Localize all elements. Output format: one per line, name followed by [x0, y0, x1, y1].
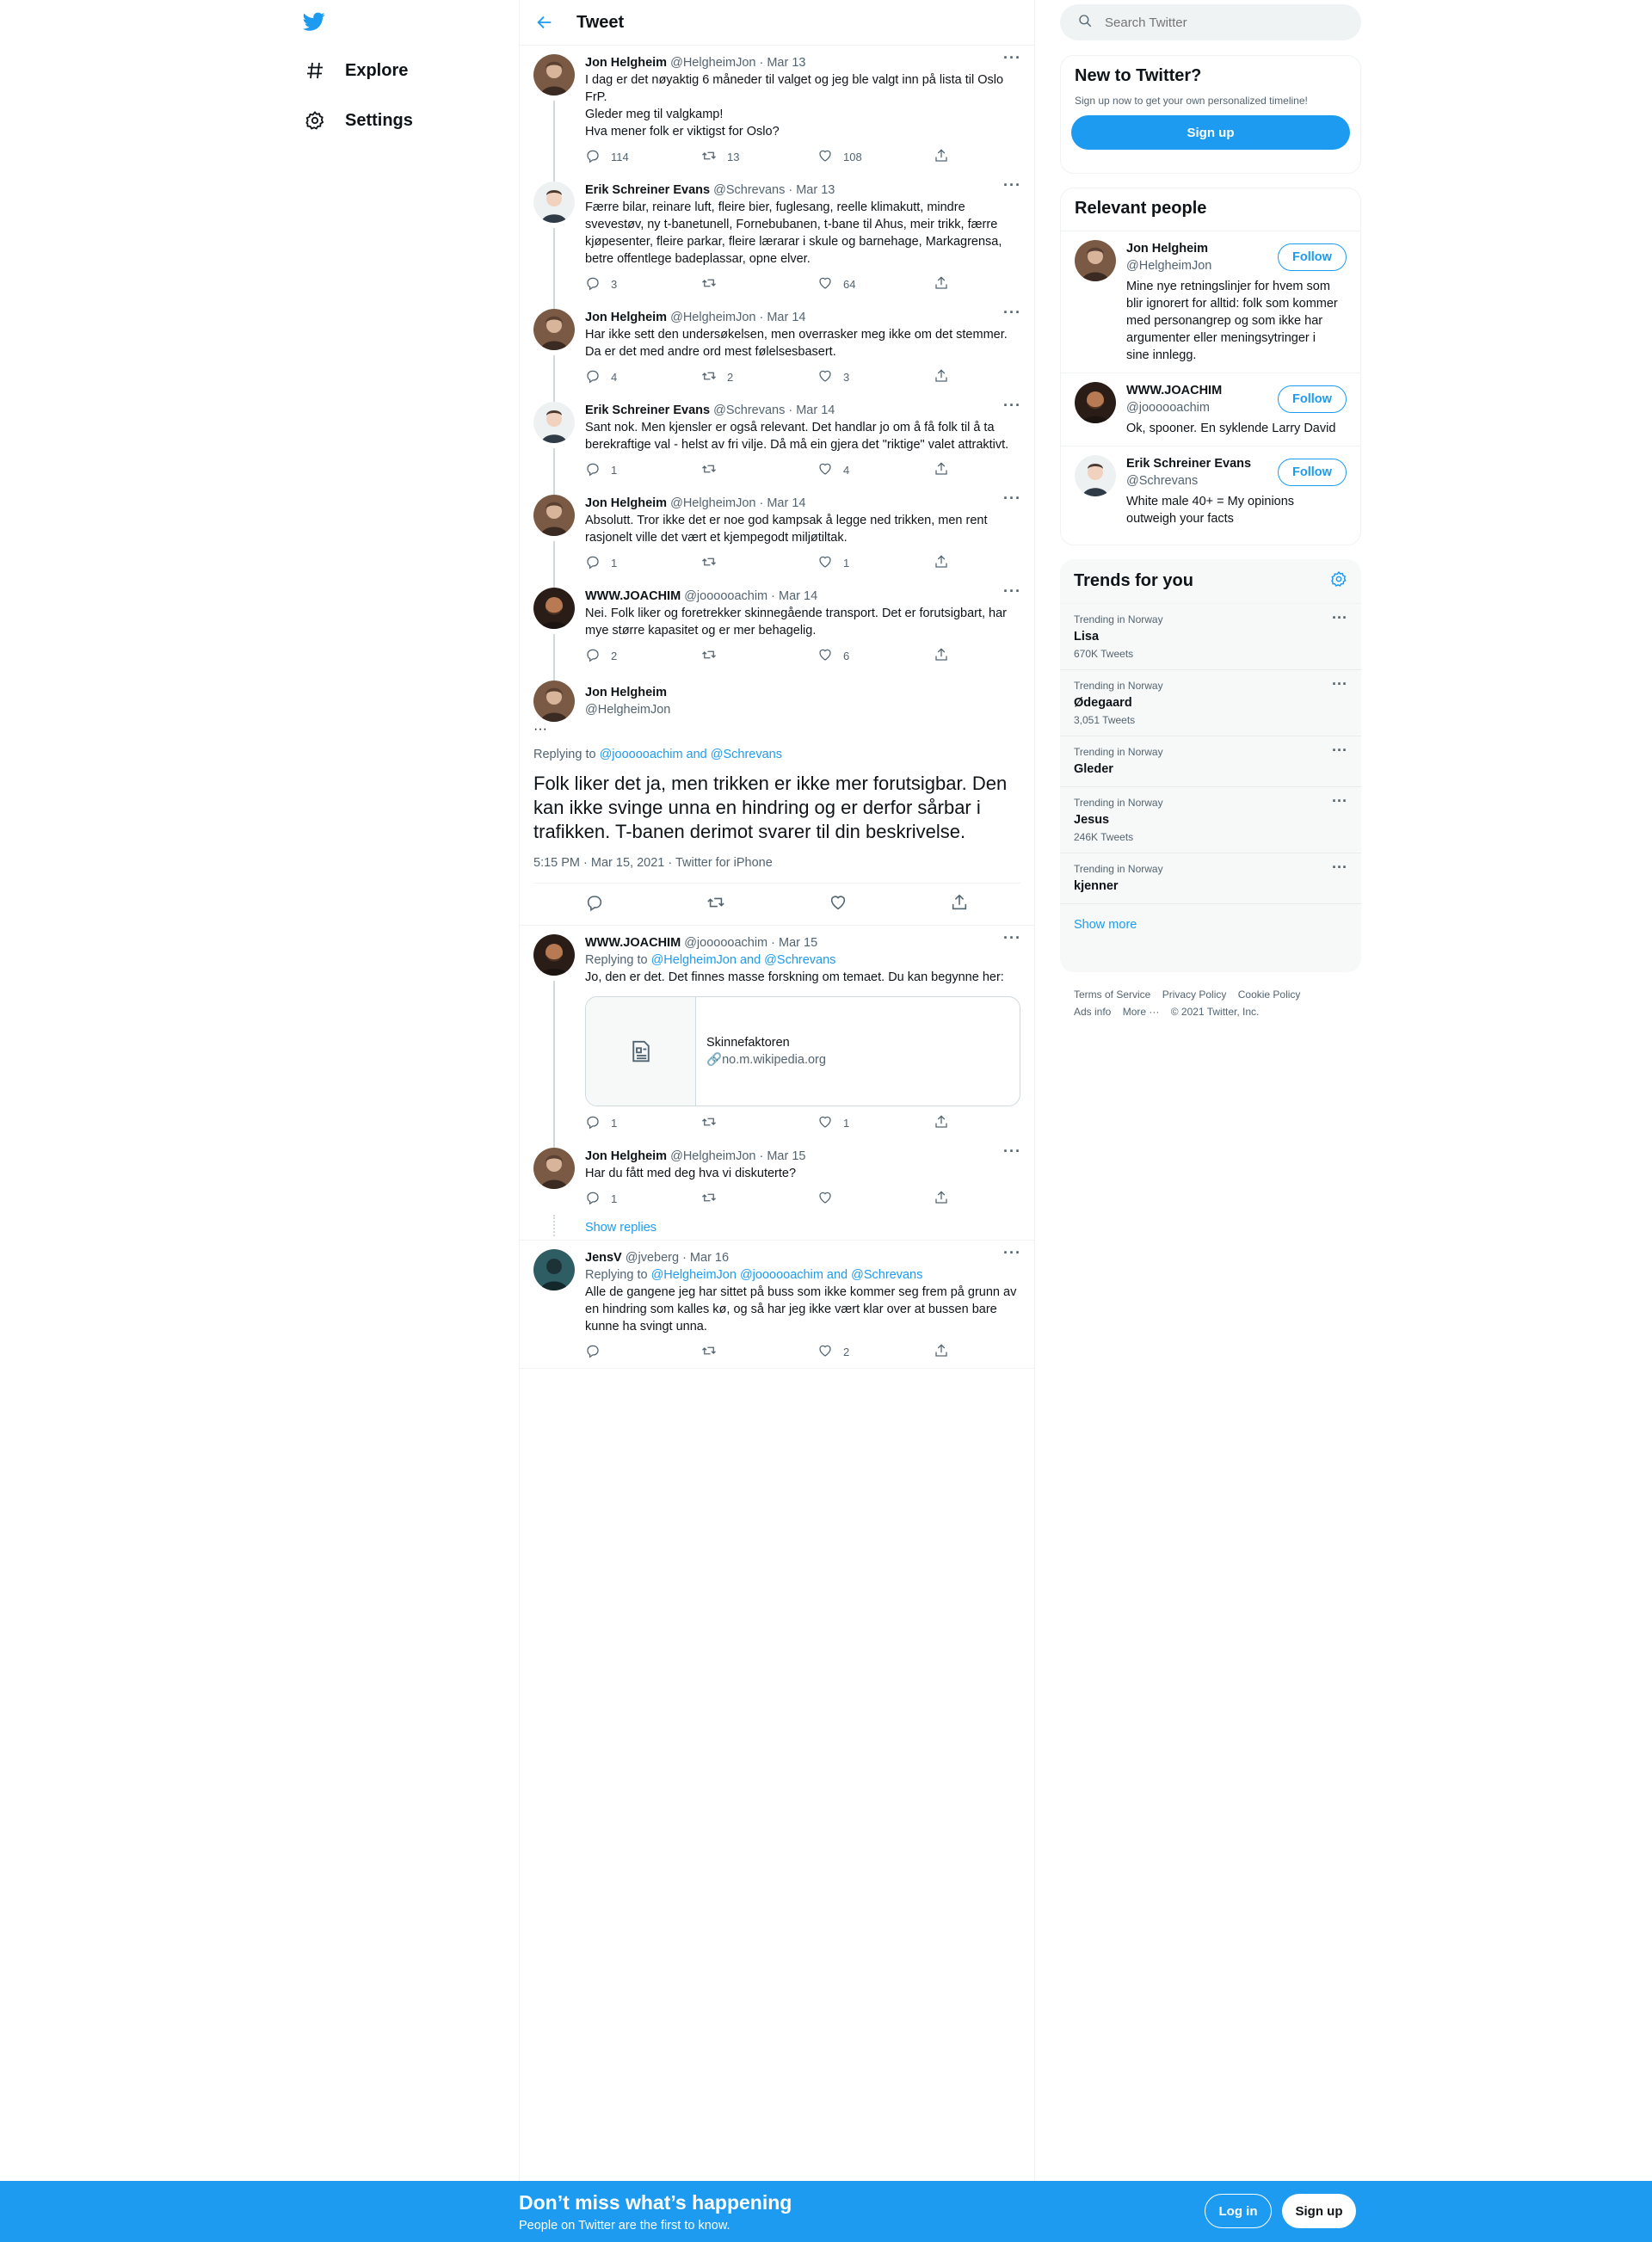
- trend-context: Trending in Norway: [1074, 863, 1163, 875]
- person-item[interactable]: [1061, 373, 1360, 447]
- author-handle[interactable]: @joooooachim: [684, 589, 768, 603]
- reply-count: 3: [611, 277, 618, 291]
- relevant-people-panel: [1060, 188, 1361, 545]
- trend-context: Trending in Norway: [1074, 746, 1163, 758]
- thread: [520, 46, 1034, 672]
- tweet-date[interactable]: · Mar 13: [788, 183, 835, 197]
- sidebar-signup-button[interactable]: Sign up: [1071, 115, 1350, 150]
- author-name[interactable]: JensV: [585, 1251, 622, 1265]
- page-title: Tweet: [576, 12, 625, 32]
- tweet-text: Folk liker det ja, men trikken er ikke mer forutsigbar. Den kan ikke svinge unna en hindring og er derfor sårbar i trafikken. T-banen derimot svarer til din beskrivelse.: [533, 773, 1008, 842]
- nav-explore-label: Explore: [345, 60, 409, 80]
- like-count: 6: [843, 649, 850, 662]
- link-card[interactable]: [585, 996, 1020, 1106]
- copyright: © 2021 Twitter, Inc.: [1170, 1006, 1260, 1018]
- tweet-date[interactable]: · Mar 15: [759, 1149, 806, 1163]
- tweet[interactable]: [520, 579, 1034, 672]
- focused-tweet: [520, 672, 1034, 926]
- share-button[interactable]: [934, 148, 959, 166]
- privacy-link[interactable]: Privacy Policy: [1162, 989, 1227, 1001]
- like-icon: [817, 461, 843, 479]
- person-item[interactable]: [1061, 231, 1360, 373]
- tweet[interactable]: [520, 300, 1034, 393]
- person-item[interactable]: [1061, 447, 1360, 536]
- bottom-signup-bar: [0, 2181, 1652, 2242]
- more-options-icon[interactable]: ···: [1332, 859, 1347, 876]
- avatar[interactable]: [533, 402, 575, 443]
- reply-button[interactable]: [585, 368, 701, 386]
- more-options-icon[interactable]: ···: [1003, 176, 1021, 194]
- tweet-date[interactable]: · Mar 13: [759, 56, 806, 70]
- tweet-date[interactable]: · Mar 16: [682, 1251, 730, 1265]
- like-button[interactable]: [817, 647, 934, 665]
- tweet-actions: [585, 453, 1020, 486]
- reply-icon: [585, 368, 611, 386]
- ads-info-link[interactable]: Ads info: [1074, 1006, 1112, 1018]
- tweet-header: [585, 929, 1021, 952]
- tweet-author[interactable]: [585, 681, 1020, 722]
- like-icon: [817, 1114, 843, 1132]
- like-button[interactable]: [817, 368, 934, 386]
- replies: [520, 926, 1034, 1369]
- retweet-button[interactable]: [701, 1343, 817, 1361]
- search-icon: [1077, 13, 1093, 33]
- thread-line: [553, 486, 555, 495]
- retweet-icon[interactable]: [706, 893, 725, 916]
- tweet-header: [585, 49, 1021, 71]
- like-count: 4: [843, 463, 850, 477]
- share-button[interactable]: [934, 1190, 959, 1208]
- tweet-text: Har ikke sett den undersøkelsen, men overrasker meg ikke om det stemmer. Da er det med andre ord mest følelsesbasert.: [585, 328, 1008, 359]
- thread-line: [553, 981, 555, 1148]
- nav-explore[interactable]: [297, 50, 415, 91]
- trend-item[interactable]: [1060, 670, 1361, 736]
- people-list: [1061, 231, 1360, 536]
- hashtag-icon: [304, 59, 326, 82]
- author-name[interactable]: WWW.JOACHIM: [585, 589, 681, 603]
- reply-button[interactable]: [585, 1114, 701, 1132]
- author-name[interactable]: WWW.JOACHIM: [585, 936, 681, 950]
- reply-count: 1: [611, 1192, 618, 1205]
- retweet-button[interactable]: [701, 148, 817, 166]
- tweet-actions: [585, 546, 1020, 579]
- avatar[interactable]: [1075, 240, 1116, 281]
- tweet-header: [585, 176, 1021, 199]
- more-options-icon[interactable]: ···: [533, 722, 547, 736]
- trend-name: Lisa: [1074, 630, 1100, 644]
- footer-links: [1074, 986, 1349, 1020]
- like-icon: [817, 148, 843, 166]
- bottom-bar-title: Don’t miss what’s happening: [519, 2191, 792, 2214]
- author-handle[interactable]: @HelgheimJon: [585, 703, 671, 717]
- tweet-header: [585, 582, 1021, 605]
- avatar[interactable]: [533, 54, 575, 95]
- share-button[interactable]: [934, 275, 959, 293]
- retweet-count: 2: [727, 370, 734, 384]
- retweet-icon: [701, 368, 727, 386]
- like-button[interactable]: [817, 1114, 934, 1132]
- gear-icon: [304, 109, 326, 132]
- more-options-icon[interactable]: ···: [1003, 490, 1021, 507]
- more-options-icon[interactable]: ···: [1332, 675, 1347, 693]
- reply-icon[interactable]: [585, 893, 604, 916]
- share-icon: [934, 647, 959, 665]
- tweet-header: [585, 304, 1021, 326]
- show-replies-label[interactable]: Show replies: [585, 1221, 657, 1235]
- trend-item[interactable]: [1060, 787, 1361, 853]
- share-icon: [934, 461, 959, 479]
- author-handle[interactable]: @HelgheimJon: [670, 1149, 756, 1163]
- share-button[interactable]: [934, 1114, 959, 1132]
- avatar[interactable]: [533, 1148, 575, 1189]
- trend-count: 3,051 Tweets: [1074, 714, 1136, 726]
- retweet-button[interactable]: [701, 275, 817, 293]
- like-icon: [817, 1190, 843, 1208]
- retweet-button[interactable]: [701, 461, 817, 479]
- retweet-icon: [701, 1114, 727, 1132]
- tweet-actions: [585, 268, 1020, 300]
- thread-line: [553, 300, 555, 309]
- more-options-icon[interactable]: ···: [1003, 929, 1021, 946]
- author-handle[interactable]: @HelgheimJon: [670, 311, 756, 324]
- more-options-icon[interactable]: ···: [1003, 1244, 1021, 1261]
- show-more-link[interactable]: Show more: [1074, 918, 1137, 932]
- tweet-text: Færre bilar, reinare luft, fleire bier, fuglesang, reelle klimakutt, mindre svevestøv, ny t-banetunell, Fornebubanen, t-bane til Ahus, meir trikk, færre kjøpesenter, fleire parkar, fleire lærarar i skule og barnehage, Markagrensa, betre offentlege badeplassar, opne elver.: [585, 200, 1002, 266]
- avatar[interactable]: [533, 681, 575, 722]
- trend-item[interactable]: [1060, 853, 1361, 904]
- replying-to: [533, 748, 1020, 761]
- thread-line: [553, 228, 555, 309]
- retweet-button[interactable]: [701, 554, 817, 572]
- share-icon: [934, 1114, 959, 1132]
- search-box[interactable]: [1060, 4, 1361, 40]
- more-options-icon[interactable]: ···: [1003, 582, 1021, 600]
- thread-dots: [553, 1215, 555, 1236]
- reply-count: 1: [611, 463, 618, 477]
- like-icon: [817, 647, 843, 665]
- replying-prefix: Replying to: [585, 1268, 651, 1282]
- tweet-text: Sant nok. Men kjensler er også relevant. Det handlar jo om å få folk til å ta berekraftige val - helst av fri vilje. Då må ein gjera det "riktige" valet attraktivt.: [585, 421, 1009, 452]
- more-options-icon[interactable]: ···: [1003, 1143, 1021, 1160]
- tweet-actions: [585, 1335, 1020, 1368]
- reply-icon: [585, 1190, 611, 1208]
- trend-name: Ødegaard: [1074, 696, 1132, 710]
- like-button[interactable]: [817, 1190, 934, 1208]
- reply-button[interactable]: [585, 1343, 701, 1361]
- author-name[interactable]: Jon Helgheim: [585, 1149, 668, 1163]
- reply-button[interactable]: [585, 275, 701, 293]
- trends-header: [1060, 559, 1361, 604]
- share-button[interactable]: [934, 368, 959, 386]
- more-options-icon[interactable]: ···: [1332, 792, 1347, 810]
- reply-count: 114: [611, 150, 629, 163]
- reply-button[interactable]: [585, 461, 701, 479]
- reply-icon: [585, 275, 611, 293]
- more-options-icon[interactable]: ···: [1003, 304, 1021, 321]
- reply-icon: [585, 1114, 611, 1132]
- share-icon: [934, 368, 959, 386]
- tweet-actions: [585, 1106, 1020, 1139]
- retweet-icon: [701, 554, 727, 572]
- new-to-twitter-title: New to Twitter?: [1075, 66, 1202, 85]
- tweet-text: Har du fått med deg hva vi diskuterte?: [585, 1167, 797, 1180]
- trend-name: Jesus: [1074, 813, 1110, 827]
- like-button[interactable]: [817, 1343, 934, 1361]
- trend-item[interactable]: [1060, 604, 1361, 670]
- more-link[interactable]: More ···: [1122, 1006, 1160, 1018]
- avatar[interactable]: [533, 934, 575, 976]
- tweet-timestamp[interactable]: 5:15 PM · Mar 15, 2021 · Twitter for iPhone: [533, 856, 1020, 884]
- tweet[interactable]: [520, 46, 1034, 173]
- tweet-actions: [533, 884, 1020, 925]
- retweet-icon: [701, 148, 727, 166]
- tweet[interactable]: [520, 173, 1034, 300]
- reply-icon: [585, 148, 611, 166]
- person-bio: Mine nye retningslinjer for hvem som blir ignorert for alltid: folk som kommer med personangrep og som ikke har argumenter eller meningsytringer i sine innlegg.: [1126, 280, 1338, 362]
- person-handle[interactable]: @Schrevans: [1126, 474, 1199, 488]
- share-button[interactable]: [934, 554, 959, 572]
- like-icon: [817, 1343, 843, 1361]
- tweet-header: [585, 397, 1021, 419]
- tweet[interactable]: [520, 1139, 1034, 1215]
- avatar[interactable]: [533, 1249, 575, 1290]
- author-name[interactable]: Erik Schreiner Evans: [585, 183, 711, 197]
- search-input[interactable]: [1105, 15, 1328, 30]
- thread-line: [553, 173, 555, 182]
- replying-to-link[interactable]: @HelgheimJon and @Schrevans: [650, 953, 836, 967]
- like-icon: [817, 368, 843, 386]
- trend-name: kjenner: [1074, 879, 1119, 893]
- trend-context: Trending in Norway: [1074, 797, 1163, 809]
- reply-count: 2: [611, 649, 618, 662]
- tweet[interactable]: [520, 486, 1034, 579]
- reply-button[interactable]: [585, 148, 701, 166]
- author-name[interactable]: Erik Schreiner Evans: [585, 403, 711, 417]
- signup-button[interactable]: Sign up: [1282, 2194, 1356, 2228]
- replying-to-link[interactable]: @HelgheimJon @joooooachim and @Schrevans: [650, 1268, 923, 1282]
- share-button[interactable]: [934, 1343, 959, 1361]
- avatar[interactable]: [533, 309, 575, 350]
- like-button[interactable]: [817, 461, 934, 479]
- more-options-icon[interactable]: ···: [1332, 609, 1347, 626]
- tweet-date[interactable]: · Mar 14: [759, 311, 806, 324]
- person-handle[interactable]: @HelgheimJon: [1126, 259, 1212, 273]
- card-title: Skinnefaktoren: [706, 1036, 790, 1050]
- reply-count: 4: [611, 370, 618, 384]
- like-count: 1: [843, 556, 850, 570]
- like-count: 2: [843, 1345, 850, 1358]
- avatar[interactable]: [1075, 455, 1116, 496]
- document-icon: [586, 997, 696, 1106]
- tweet-text: Jo, den er det. Det finnes masse forskning om temaet. Du kan begynne her:: [585, 970, 1004, 984]
- center-header: [520, 0, 1034, 46]
- tweet-actions: [585, 140, 1020, 173]
- replying-prefix: Replying to: [533, 748, 600, 761]
- new-to-twitter-subtitle: Sign up now to get your own personalized timeline!: [1075, 95, 1308, 107]
- tweet-text: Nei. Folk liker og foretrekker skinnegående transport. Det er forutsigbart, har mye større kapasitet og er mer behagelig.: [585, 607, 1008, 637]
- like-icon: [817, 275, 843, 293]
- follow-button[interactable]: Follow: [1278, 243, 1347, 271]
- thread-line: [553, 579, 555, 588]
- reply-icon: [585, 1343, 611, 1361]
- trends-panel: [1060, 559, 1361, 972]
- thread-line: [553, 101, 555, 182]
- like-count: 64: [843, 277, 856, 291]
- retweet-icon: [701, 461, 727, 479]
- reply-button[interactable]: [585, 554, 701, 572]
- replying-prefix: Replying to: [585, 953, 651, 967]
- like-button[interactable]: [817, 554, 934, 572]
- tweet-date[interactable]: · Mar 14: [788, 403, 835, 417]
- retweet-icon: [701, 275, 727, 293]
- replying-to-link[interactable]: @joooooachim and @Schrevans: [599, 748, 782, 761]
- person-bio: Ok, spooner. En syklende Larry David: [1126, 422, 1336, 435]
- tweet-text: Absolutt. Tror ikke det er noe god kampsak å legge ned trikken, men rent rasjonelt ville det vært et kjempegodt miljøtiltak.: [585, 514, 988, 545]
- like-button[interactable]: [817, 275, 934, 293]
- author-handle[interactable]: @HelgheimJon: [670, 56, 756, 70]
- gear-icon[interactable]: [1330, 570, 1347, 592]
- retweet-icon: [701, 1190, 727, 1208]
- person-name[interactable]: Jon Helgheim: [1126, 242, 1209, 256]
- relevant-people-title: Relevant people: [1061, 188, 1360, 231]
- reply-icon: [585, 461, 611, 479]
- reply-count: 1: [611, 556, 618, 570]
- retweet-button[interactable]: [701, 368, 817, 386]
- bottom-bar-subtitle: People on Twitter are the first to know.: [519, 2219, 730, 2233]
- retweet-button[interactable]: [701, 647, 817, 665]
- author-handle[interactable]: @joooooachim: [684, 936, 768, 950]
- trend-count: 246K Tweets: [1074, 831, 1134, 843]
- share-button[interactable]: [934, 647, 959, 665]
- new-to-twitter-panel: [1060, 55, 1361, 174]
- author-name[interactable]: Jon Helgheim: [585, 56, 668, 70]
- share-icon[interactable]: [950, 893, 969, 916]
- reply-count: 1: [611, 1116, 618, 1130]
- follow-button[interactable]: Follow: [1278, 385, 1347, 413]
- avatar[interactable]: [533, 495, 575, 536]
- avatar[interactable]: [533, 588, 575, 629]
- back-arrow-icon[interactable]: [535, 13, 554, 32]
- replying-to: [585, 952, 1020, 969]
- person-bio: White male 40+ = My opinions outweigh your facts: [1126, 495, 1295, 526]
- tweet[interactable]: [520, 926, 1034, 1139]
- trend-item[interactable]: [1060, 736, 1361, 787]
- trend-name: Gleder: [1074, 762, 1113, 776]
- like-count: 1: [843, 1116, 850, 1130]
- tweet-header: [585, 1244, 1021, 1266]
- nav-settings[interactable]: [297, 100, 420, 141]
- tweet-text: Alle de gangene jeg har sittet på buss som ikke kommer seg frem på grunn av en hindring som kalles kø, og så har jeg ikke vært klar over at bussen bare kunne ha svingt unna.: [585, 1285, 1017, 1333]
- trend-context: Trending in Norway: [1074, 680, 1163, 692]
- author-name[interactable]: Jon Helgheim: [585, 686, 668, 699]
- login-button[interactable]: Log in: [1205, 2194, 1272, 2228]
- share-icon: [934, 1190, 959, 1208]
- tweet-actions: [585, 1182, 1020, 1215]
- share-icon: [934, 554, 959, 572]
- author-name[interactable]: Jon Helgheim: [585, 311, 668, 324]
- tweet-date[interactable]: · Mar 14: [771, 589, 818, 603]
- tweet-actions: [585, 360, 1020, 393]
- retweet-icon: [701, 1343, 727, 1361]
- avatar[interactable]: [1075, 382, 1116, 423]
- nav-settings-label: Settings: [345, 110, 413, 130]
- like-icon[interactable]: [829, 893, 848, 916]
- more-options-icon[interactable]: ···: [1332, 742, 1347, 759]
- card-domain: no.m.wikipedia.org: [722, 1053, 826, 1067]
- trend-list: [1060, 604, 1361, 904]
- twitter-logo-icon[interactable]: [301, 10, 327, 33]
- person-name[interactable]: WWW.JOACHIM: [1126, 384, 1223, 397]
- share-icon: [934, 148, 959, 166]
- follow-button[interactable]: Follow: [1278, 459, 1347, 486]
- author-handle[interactable]: @HelgheimJon: [670, 496, 756, 510]
- more-options-icon[interactable]: ···: [1003, 49, 1021, 66]
- show-replies-link[interactable]: [520, 1215, 1034, 1241]
- author-handle[interactable]: @jveberg: [625, 1251, 680, 1265]
- retweet-count: 13: [727, 150, 740, 163]
- tweet-text: I dag er det nøyaktig 6 måneder til valget og jeg ble valgt inn på lista til Oslo FrP. Gleder meg til valgkamp! Hva mener folk er viktigst for Oslo?: [585, 73, 1004, 139]
- author-name[interactable]: Jon Helgheim: [585, 496, 668, 510]
- share-button[interactable]: [934, 461, 959, 479]
- tweet[interactable]: [520, 1241, 1034, 1369]
- reply-button[interactable]: [585, 647, 701, 665]
- author-handle[interactable]: @Schrevans: [713, 183, 786, 197]
- reply-button[interactable]: [585, 1190, 701, 1208]
- share-icon: [934, 1343, 959, 1361]
- tweet-date[interactable]: · Mar 15: [771, 936, 818, 950]
- retweet-icon: [701, 647, 727, 665]
- tweet-date[interactable]: · Mar 14: [759, 496, 806, 510]
- thread-line: [553, 672, 555, 681]
- trend-count: 670K Tweets: [1074, 648, 1134, 660]
- author-handle[interactable]: @Schrevans: [713, 403, 786, 417]
- reply-icon: [585, 647, 611, 665]
- terms-link[interactable]: Terms of Service: [1074, 989, 1151, 1001]
- like-count: 108: [843, 150, 862, 163]
- more-options-icon[interactable]: ···: [1003, 397, 1021, 414]
- cookie-link[interactable]: Cookie Policy: [1237, 989, 1301, 1001]
- center-column: [519, 0, 1035, 2181]
- retweet-button[interactable]: [701, 1114, 817, 1132]
- replying-to: [585, 1266, 1020, 1284]
- reply-icon: [585, 554, 611, 572]
- link-icon: 🔗: [706, 1053, 723, 1067]
- like-icon: [817, 554, 843, 572]
- retweet-button[interactable]: [701, 1190, 817, 1208]
- tweet[interactable]: [520, 393, 1034, 486]
- thread-line: [553, 1139, 555, 1148]
- trend-context: Trending in Norway: [1074, 613, 1163, 625]
- person-handle[interactable]: @joooooachim: [1126, 401, 1210, 415]
- thread-line: [553, 393, 555, 402]
- tweet-actions: [585, 639, 1020, 672]
- person-name[interactable]: Erik Schreiner Evans: [1126, 457, 1252, 471]
- tweet-header: [585, 1143, 1021, 1165]
- like-button[interactable]: [817, 148, 934, 166]
- avatar[interactable]: [533, 182, 575, 223]
- share-icon: [934, 275, 959, 293]
- tweet-header: [585, 490, 1021, 512]
- like-count: 3: [843, 370, 850, 384]
- trends-title: Trends for you: [1074, 571, 1193, 590]
